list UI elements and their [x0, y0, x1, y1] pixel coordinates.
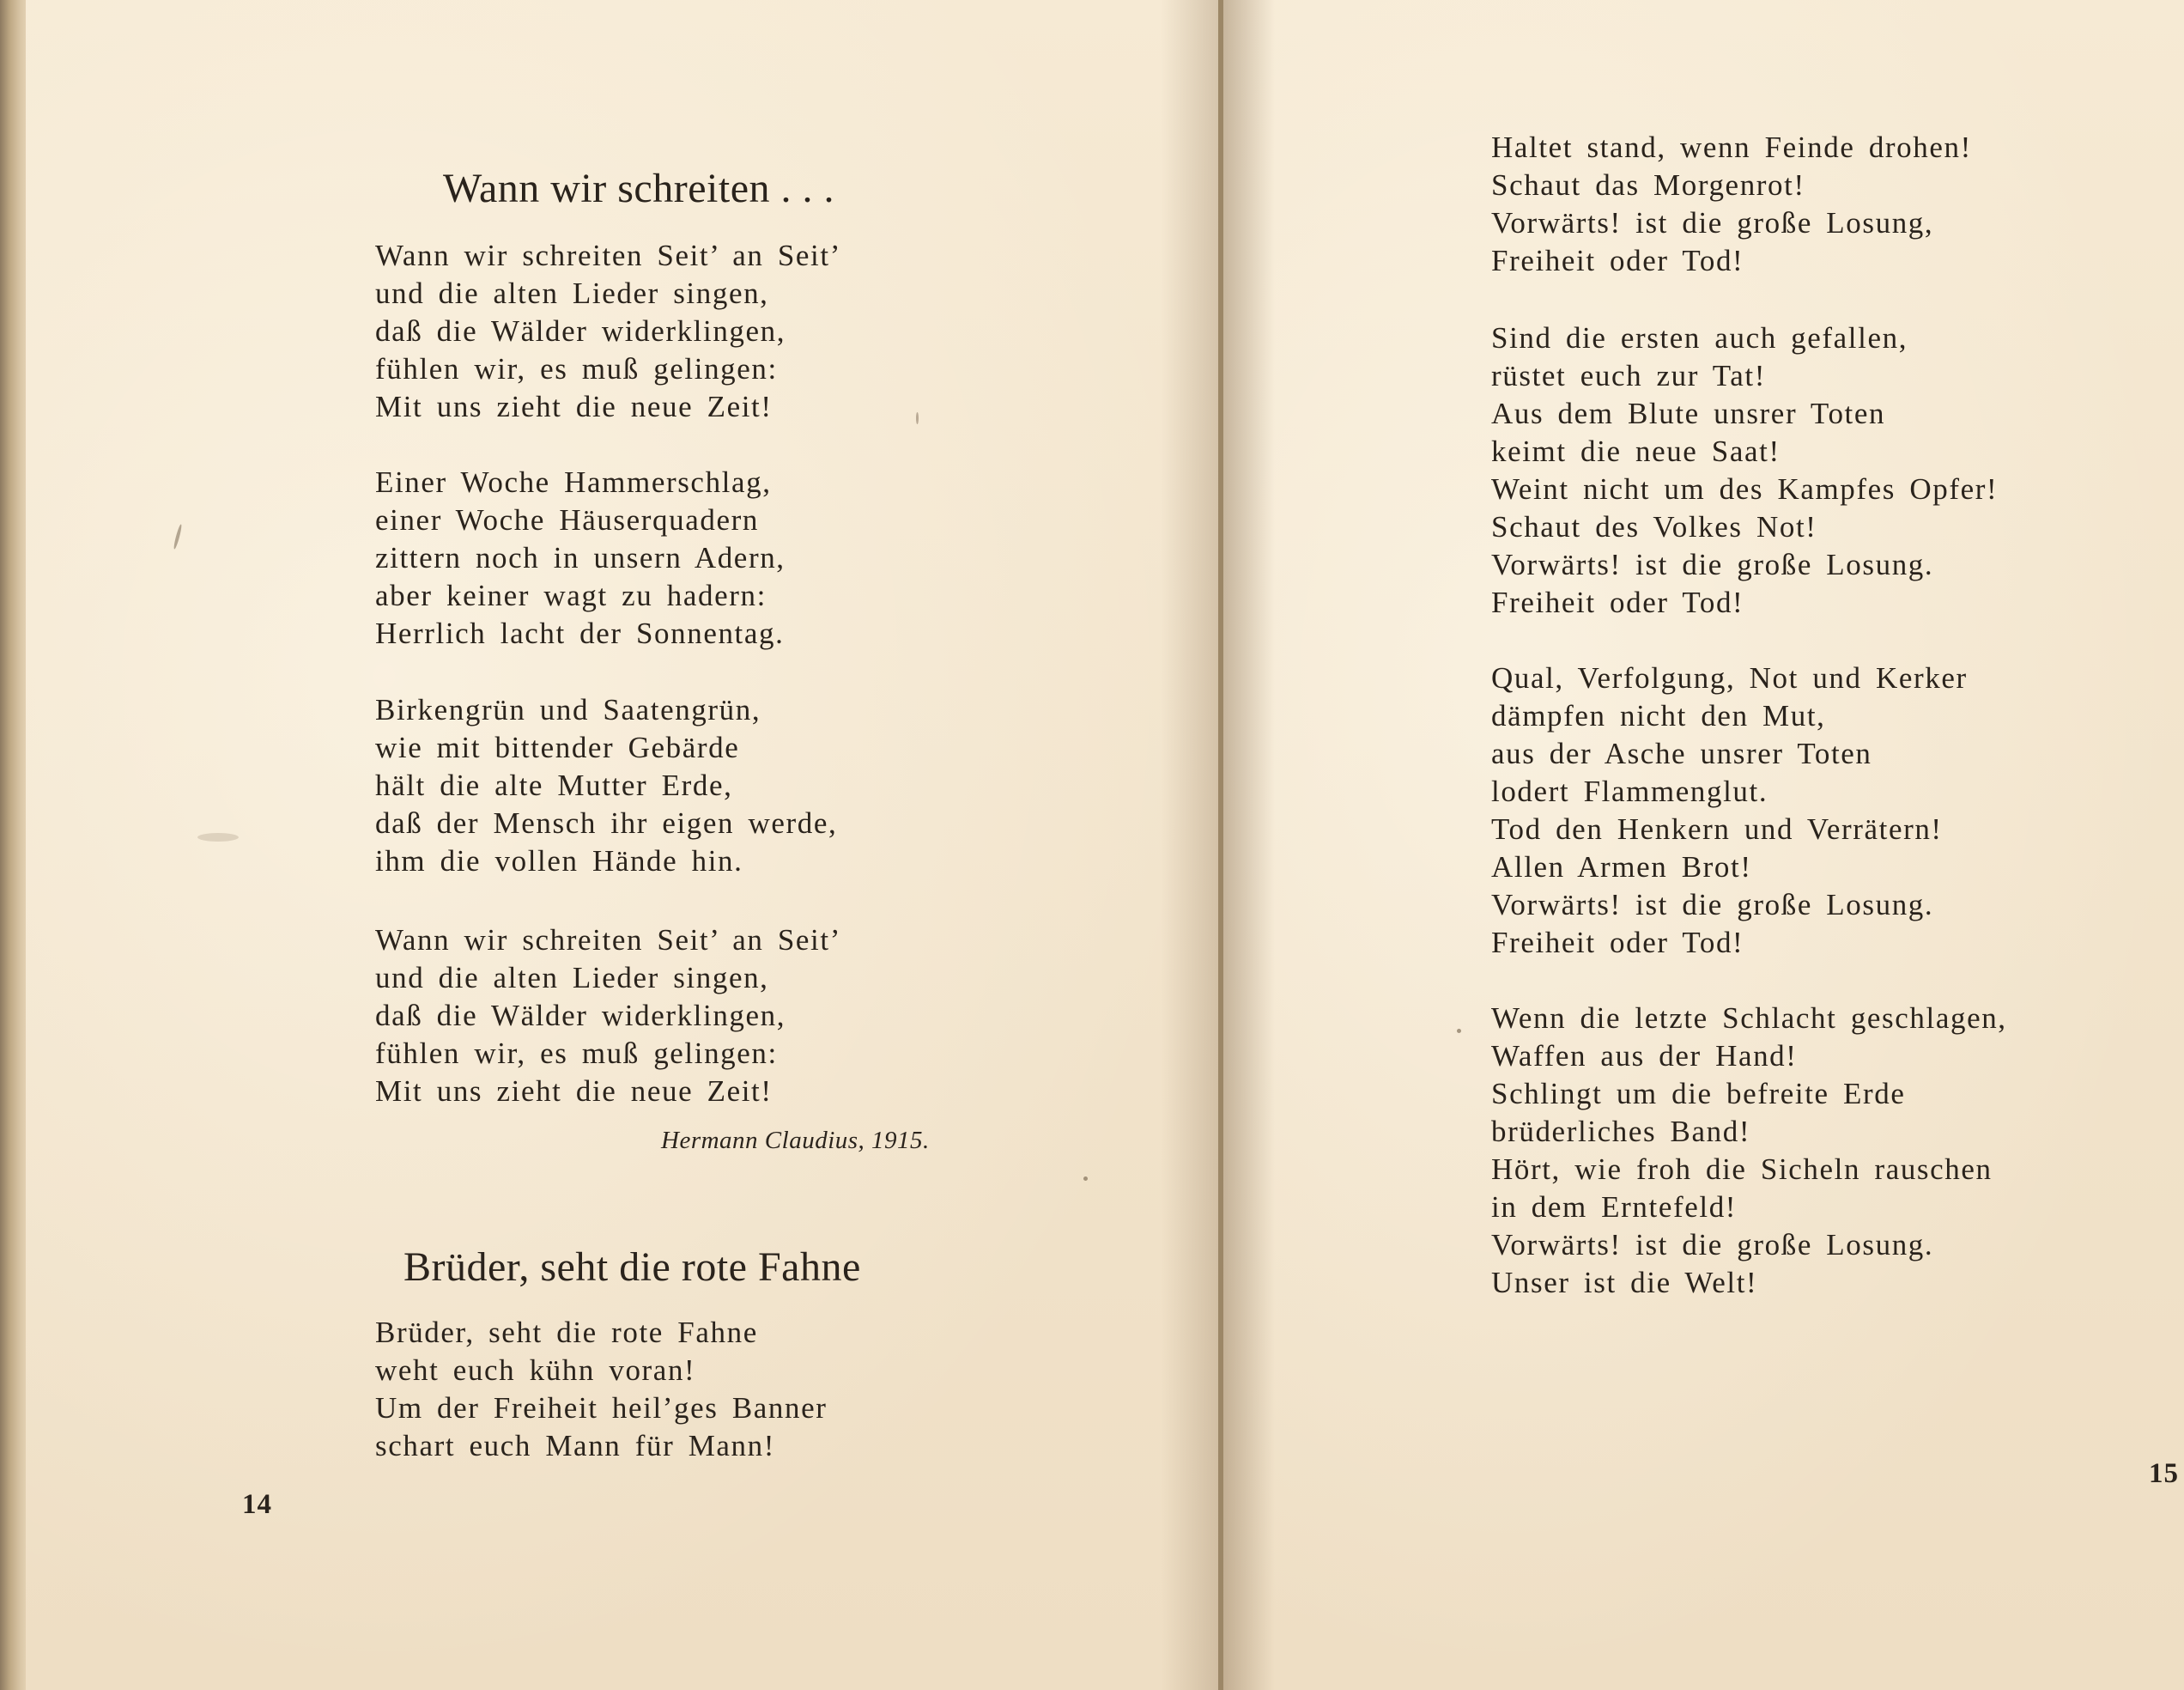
verse-line: ihm die vollen Hände hin.	[375, 844, 743, 878]
verse-line: daß die Wälder widerklingen,	[375, 999, 786, 1032]
verse-line: Qual, Verfolgung, Not und Kerker	[1491, 661, 1968, 695]
verse-line: Vorwärts! ist die große Losung,	[1491, 206, 1934, 240]
verse-line: Mit uns zieht die neue Zeit!	[375, 390, 773, 423]
verse-line: und die alten Lieder singen,	[375, 961, 769, 994]
verse-line: einer Woche Häuserquadern	[375, 503, 759, 537]
verse-line: Freiheit oder Tod!	[1491, 244, 1744, 277]
gutter-shadow	[1223, 0, 1275, 1690]
verse-line: Freiheit oder Tod!	[1491, 926, 1744, 959]
verse-line: weht euch kühn voran!	[375, 1353, 696, 1387]
verse-line: aus der Asche unsrer Toten	[1491, 737, 1872, 770]
paper-stain	[197, 833, 239, 842]
verse-line: Tod den Henkern und Verrätern!	[1491, 812, 1943, 846]
stanza-brueder-1	[375, 1314, 828, 1465]
stanza-r2	[1491, 319, 1998, 622]
verse-line: Birkengrün und Saatengrün,	[375, 693, 761, 726]
verse-line: hält die alte Mutter Erde,	[375, 769, 733, 802]
verse-line: keimt die neue Saat!	[1491, 435, 1781, 468]
page-number-left: 14	[242, 1489, 272, 1520]
verse-line: Freiheit oder Tod!	[1491, 586, 1744, 619]
verse-line: Sind die ersten auch gefallen,	[1491, 321, 1908, 355]
verse-line: Waffen aus der Hand!	[1491, 1039, 1798, 1073]
verse-line: Wann wir schreiten Seit’ an Seit’	[375, 923, 841, 957]
song-title-brueder: Brüder, seht die rote Fahne	[403, 1244, 861, 1290]
verse-line: Schaut des Volkes Not!	[1491, 510, 1817, 544]
verse-line: Haltet stand, wenn Feinde drohen!	[1491, 131, 1972, 164]
paper-speck	[916, 412, 919, 424]
verse-line: lodert Flammenglut.	[1491, 775, 1768, 808]
verse-line: aber keiner wagt zu hadern:	[375, 579, 767, 612]
stanza-3	[375, 691, 837, 880]
verse-line: und die alten Lieder singen,	[375, 277, 769, 310]
stanza-4	[375, 921, 841, 1110]
left-page	[26, 0, 1221, 1690]
verse-line: Vorwärts! ist die große Losung.	[1491, 888, 1934, 921]
verse-line: Schlingt um die befreite Erde	[1491, 1077, 1906, 1110]
stanza-1	[375, 237, 841, 426]
verse-line: Weint nicht um des Kampfes Opfer!	[1491, 472, 1999, 506]
stanza-r3	[1491, 660, 1968, 962]
verse-line: Aus dem Blute unsrer Toten	[1491, 397, 1886, 430]
verse-line: dämpfen nicht den Mut,	[1491, 699, 1826, 733]
gutter-shadow	[1161, 0, 1221, 1690]
verse-line: Wann wir schreiten Seit’ an Seit’	[375, 239, 841, 272]
verse-line: daß die Wälder widerklingen,	[375, 314, 786, 348]
verse-line: Schaut das Morgenrot!	[1491, 168, 1805, 202]
paper-speck	[1457, 1029, 1461, 1033]
stanza-2	[375, 464, 786, 653]
verse-line: fühlen wir, es muß gelingen:	[375, 1036, 778, 1070]
verse-line: Vorwärts! ist die große Losung.	[1491, 1228, 1934, 1261]
verse-line: Wenn die letzte Schlacht geschlagen,	[1491, 1001, 2007, 1035]
stanza-r4	[1491, 1000, 2007, 1302]
verse-line: wie mit bittender Gebärde	[375, 731, 740, 764]
author-credit: Hermann Claudius, 1915.	[661, 1127, 930, 1154]
page-number-right: 15	[2149, 1458, 2179, 1489]
verse-line: Um der Freiheit heil’ges Banner	[375, 1391, 828, 1425]
verse-line: in dem Erntefeld!	[1491, 1190, 1738, 1224]
paper-speck	[1083, 1176, 1088, 1181]
verse-line: Einer Woche Hammerschlag,	[375, 465, 772, 499]
verse-line: fühlen wir, es muß gelingen:	[375, 352, 778, 386]
verse-line: Herrlich lacht der Sonnentag.	[375, 617, 785, 650]
verse-line: zittern noch in unsern Adern,	[375, 541, 786, 574]
verse-line: brüderliches Band!	[1491, 1115, 1751, 1148]
book-edge	[0, 0, 29, 1690]
verse-line: schart euch Mann für Mann!	[375, 1429, 776, 1462]
right-page	[1223, 0, 2184, 1690]
verse-line: Brüder, seht die rote Fahne	[375, 1316, 758, 1349]
verse-line: rüstet euch zur Tat!	[1491, 359, 1766, 392]
paper-mark	[173, 524, 183, 550]
song-title-wann-wir-schreiten: Wann wir schreiten . . .	[443, 166, 834, 211]
verse-line: Mit uns zieht die neue Zeit!	[375, 1074, 773, 1108]
verse-line: daß der Mensch ihr eigen werde,	[375, 806, 838, 840]
stanza-r1	[1491, 129, 1972, 280]
verse-line: Hört, wie froh die Sicheln rauschen	[1491, 1152, 1993, 1186]
verse-line: Allen Armen Brot!	[1491, 850, 1752, 884]
verse-line: Vorwärts! ist die große Losung.	[1491, 548, 1934, 581]
verse-line: Unser ist die Welt!	[1491, 1266, 1758, 1299]
